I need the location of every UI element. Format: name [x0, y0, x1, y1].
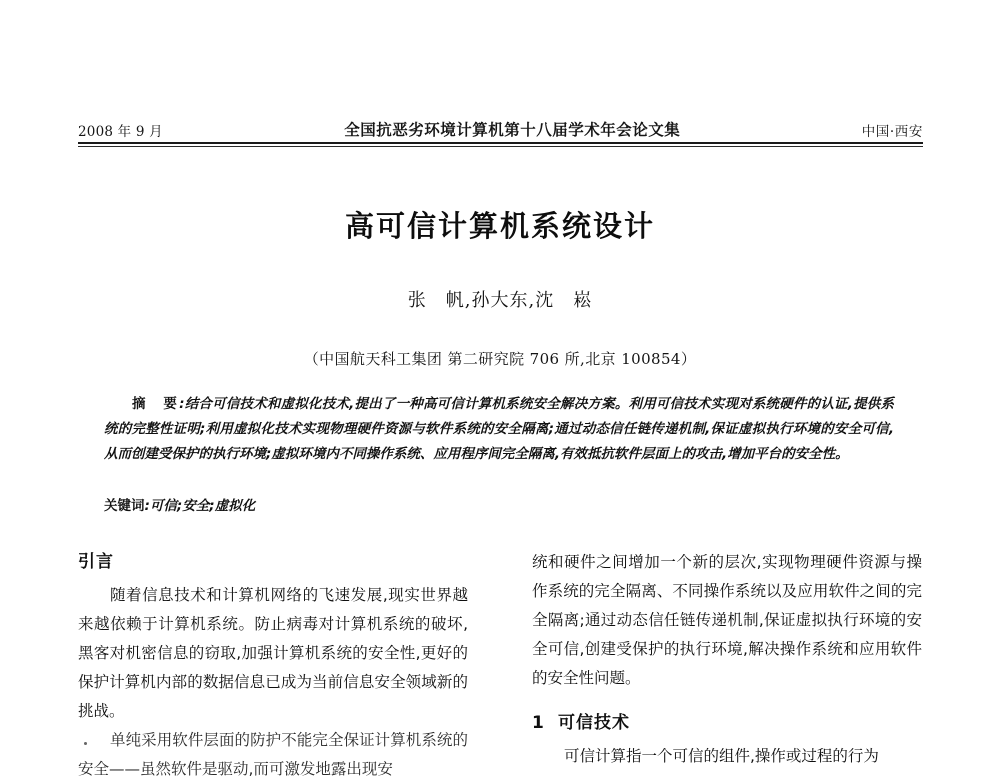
abstract-label: 摘 要 [132, 396, 180, 412]
right-section-heading [532, 709, 922, 738]
keywords-label: 关键词 [104, 498, 145, 514]
left-section-heading: 引言 [78, 552, 114, 572]
right-paragraph-2: 可信计算指一个可信的组件,操作或过程的行为 [564, 747, 879, 765]
right-column-spacer [532, 693, 922, 709]
body-column-right [532, 548, 922, 771]
page-title: 高可信计算机系统设计 [344, 209, 655, 243]
header-rule [78, 142, 923, 144]
keywords-block [104, 494, 894, 514]
running-head [78, 118, 923, 140]
left-paragraph-1: 随着信息技术和计算机网络的飞速发展,现实世界越来越依赖于计算机系统。防止病毒对计算机系统的破坏,黑客对机密信息的窃取,加强计算机系统的安全性,更好的保护计算机内部的数据信息已成为当前信息安全领域新的挑战。 [78, 586, 468, 720]
right-paragraph-continuation: 统和硬件之间增加一个新的层次,实现物理硬件资源与操作系统的完全隔离、不同操作系统以及应用软件之间的完全隔离;通过动态信任链传递机制,保证虚拟执行环境的安全可信,创建受保护的执行环境,解决操作系统和应用软件的安全性问题。 [532, 553, 922, 687]
left-paragraph-2: 单纯采用软件层面的防护不能完全保证计算机系统的安全——虽然软件是驱动,而可激发地露出现安 [78, 731, 468, 778]
right-section-title: 可信技术 [558, 713, 630, 733]
abstract-paragraph [104, 392, 894, 467]
margin-dot [84, 742, 87, 745]
keywords-text: :可信;安全;虚拟化 [144, 498, 256, 514]
abstract-text: :结合可信技术和虚拟化技术,提出了一种高可信计算机系统安全解决方案。利用可信技术实现对系统硬件的认证,提供系统的完整性证明;利用虚拟化技术实现物理硬件资源与软件系统的安全隔离;通过动态信任链传递机制,保证虚拟执行环境的安全可信,从而创建受保护的执行环境;虚拟环境内不同操作系统、应用程序间完全隔离,有效抵抗软件层面上的攻击,增加平台的安全性。 [104, 396, 894, 462]
right-section-number: 1 [532, 713, 545, 733]
header-conference-title: 全国抗恶劣环境计算机第十八届学术年会论文集 [344, 121, 681, 139]
body-column-left [78, 548, 468, 784]
header-location: 中国·西安 [861, 124, 923, 140]
abstract-block [104, 392, 894, 467]
affiliation: （中国航天科工集团 第二研究院 706 所,北京 100854） [303, 350, 697, 368]
header-date: 2008 年 9 月 [78, 124, 163, 140]
author-list: 张 帆,孙大东,沈 崧 [407, 290, 593, 311]
header-rule-thin [78, 146, 923, 147]
